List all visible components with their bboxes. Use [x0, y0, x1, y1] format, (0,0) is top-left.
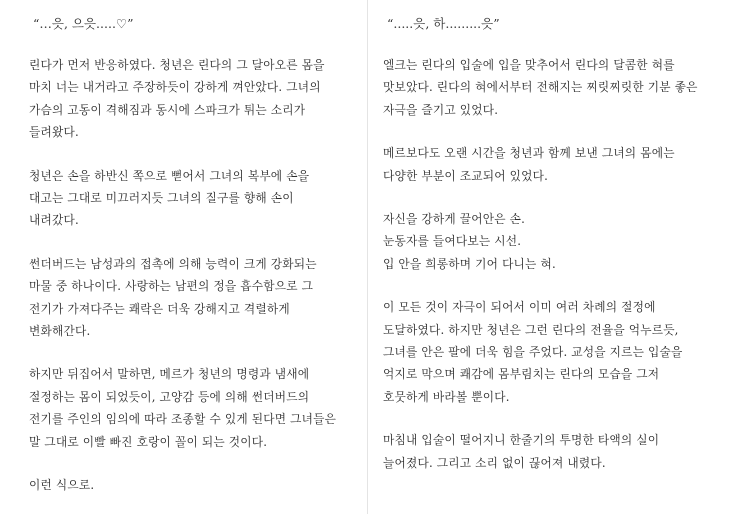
left-page-text-line: 가슴의 고동이 격해짐과 동시에 스파크가 튀는 소리가	[29, 102, 306, 117]
right-page-heading: “.....읏, 하.........읏”	[387, 16, 500, 31]
right-page-text-line: 다양한 부분이 조교되어 있었다.	[383, 168, 549, 183]
left-page-text-line: 변화해간다.	[29, 324, 91, 339]
right-page-paragraph	[383, 296, 728, 408]
right-page-text-line: 메르보다도 오랜 시간을 청년과 함께 보낸 그녀의 몸에는	[383, 146, 675, 161]
right-page-text-line: 자극을 즐기고 있었다.	[383, 102, 499, 117]
right-page-text-line: 맛보았다. 린다의 혀에서부터 전해지는 찌릿찌릿한 기분 좋은	[383, 80, 698, 95]
right-page	[368, 0, 736, 514]
left-page-paragraph	[29, 165, 358, 232]
left-page-text-line: 청년은 손을 하반신 쪽으로 뻗어서 그녀의 복부에 손을	[29, 168, 310, 183]
left-page-text-line: 마치 너는 내거라고 주장하듯이 강하게 껴안았다. 그녀의	[29, 80, 321, 95]
left-page-paragraph	[29, 363, 358, 453]
left-page-paragraph	[29, 54, 358, 144]
left-page-text-line: 말 그대로 이빨 빠진 호랑이 꼴이 되는 것이다.	[29, 434, 268, 449]
right-page-text-line: 자신을 강하게 끌어안은 손.	[383, 212, 526, 227]
right-page-text-line: 그녀를 안은 팔에 더욱 힘을 주었다. 교성을 지르는 입술을	[383, 345, 683, 360]
left-page-text-line: 전기를 주인의 임의에 따라 조종할 수 있게 된다면 그녀들은	[29, 412, 337, 427]
left-page-text-line: 썬더버드는 남성과의 접촉에 의해 능력이 크게 강화되는	[29, 256, 317, 271]
left-page-text-line: 대고는 그대로 미끄러지듯 그녀의 질구를 향해 손이	[29, 191, 294, 206]
left-page-paragraph	[29, 253, 358, 343]
left-page-heading: “…읏, 으읏.....♡”	[33, 16, 134, 31]
left-page-text-line: 내려갔다.	[29, 213, 79, 228]
right-page-text-line: 억지로 막으며 쾌감에 몸부림치는 린다의 모습을 그저	[383, 367, 660, 382]
left-page-body	[29, 54, 358, 497]
left-page-text-line: 전기가 가져다주는 쾌락은 더욱 강해지고 격렬하게	[29, 301, 290, 316]
right-page-paragraph	[383, 142, 728, 187]
right-page-paragraph	[383, 54, 728, 121]
left-page-paragraph	[29, 474, 358, 496]
left-page-text-line: 절정하는 몸이 되었듯이, 고양감 등에 의해 썬더버드의	[29, 389, 310, 404]
right-page-text-line: 눈동자를 들여다보는 시선.	[383, 234, 522, 249]
left-page-text-line: 들려왔다.	[29, 125, 79, 140]
right-page-text-line: 호뭇하게 바라볼 뿐이다.	[383, 389, 510, 404]
right-page-text-line: 늘어졌다. 그리고 소리 없이 끊어져 내렸다.	[383, 455, 606, 470]
left-page-text-line: 마물 중 하나이다. 사랑하는 남편의 정을 흡수함으로 그	[29, 279, 314, 294]
left-page-text-line: 이런 식으로.	[29, 478, 95, 493]
right-page-text-line: 마침내 입술이 떨어지니 한줄기의 투명한 타액의 실이	[383, 433, 660, 448]
left-page-text-line: 린다가 먼저 반응하였다. 청년은 린다의 그 달아오른 몸을	[29, 58, 325, 72]
left-page-text-line: 하지만 뒤집어서 말하면, 메르가 청년의 명령과 냄새에	[29, 367, 310, 382]
right-page-text-line: 도달하였다. 하지만 청년은 그런 린다의 전율을 억누르듯,	[383, 322, 679, 337]
right-page-body	[383, 54, 728, 474]
right-page-text-line: 이 모든 것이 자극이 되어서 이미 여러 차례의 절정에	[383, 300, 656, 315]
right-page-paragraph	[383, 208, 728, 275]
right-page-paragraph	[383, 429, 728, 474]
right-page-text-line: 엘크는 린다의 입술에 입을 맞추어서 린다의 달콤한 혀를	[383, 58, 675, 72]
right-page-text-line: 입 안을 희롱하며 기어 다니는 혀.	[383, 256, 556, 271]
